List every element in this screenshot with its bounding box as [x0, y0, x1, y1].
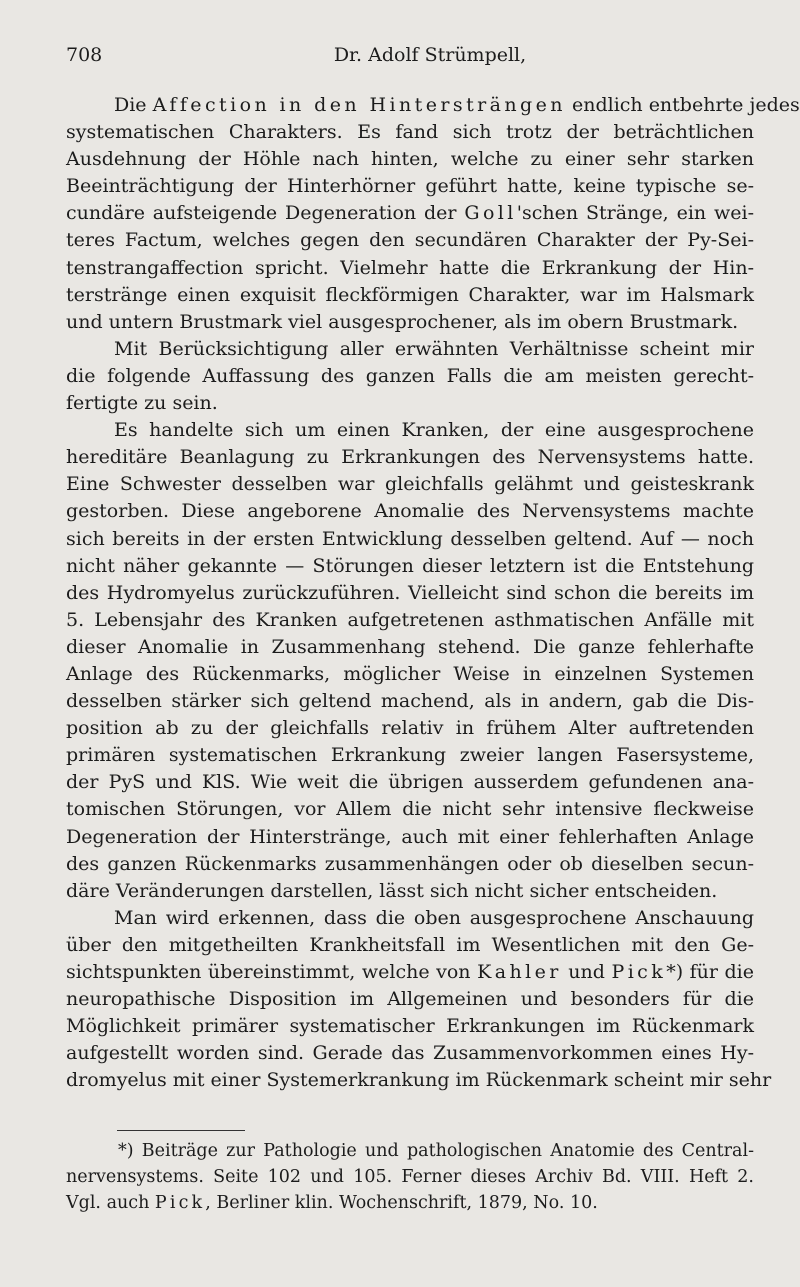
text-line: [66, 173, 754, 200]
text-run: cundäre aufsteigende Degeneration der: [66, 202, 465, 225]
text-line: [66, 200, 754, 227]
text-line: [66, 986, 754, 1013]
text-run: Degeneration der Hinterstränge, auch mit einer fehlerhaften Anlage: [66, 825, 754, 848]
text-line: [66, 824, 754, 851]
text-run: Ausdehnung der Höhle nach hinten, welche zu einer sehr starken: [66, 148, 754, 171]
text-run: Möglichkeit primärer systematischer Erkrankungen im Rückenmark: [66, 1015, 754, 1038]
text-run: nicht näher gekannte — Störungen dieser letztern ist die Entstehung: [66, 554, 754, 577]
text-line: [66, 851, 754, 878]
text-line: [66, 769, 754, 796]
text-run: und: [561, 961, 612, 983]
text-run: des Hydromyelus zurückzuführen. Vielleicht sind schon die bereits im: [66, 581, 754, 604]
text-line: [66, 742, 754, 769]
text-line: [66, 959, 754, 986]
text-run: Anlage des Rückenmarks, möglicher Weise in einzelnen Systemen: [66, 662, 754, 685]
footnote: [66, 1138, 754, 1216]
text-line: [66, 526, 754, 553]
text-run: Eine Schwester desselben war gleichfalls gelähmt und geisteskrank: [66, 473, 754, 496]
text-run: über den mitgetheilten Krankheitsfall im Wesentlichen mit den Ge-: [66, 933, 754, 956]
text-line: [66, 932, 754, 959]
text-run: systematischen Charakters. Es fand sich trotz der beträchtlichen: [66, 121, 754, 144]
text-run: sichtspunkten übereinstimmt, welche von: [66, 961, 478, 983]
text-run: Mit Berücksichtigung aller erwähnten Verhältnisse scheint mir: [114, 337, 754, 360]
text-line: [66, 417, 754, 444]
text-line: [66, 1040, 754, 1067]
spaced-name: Kahler: [477, 961, 562, 983]
text-run: endlich entbehrte jedes: [565, 94, 800, 116]
text-run: terstränge einen exquisit fleckförmigen Charakter, war im Halsmark: [66, 283, 754, 306]
text-run: primären systematischen Erkrankung zweier langen Fasersysteme,: [66, 744, 754, 767]
text-run: nervensystems. Seite 102 und 105. Ferner dieses Archiv Bd. VIII. Heft 2.: [66, 1167, 754, 1187]
spaced-name: Goll: [464, 202, 517, 225]
text-line: [66, 255, 754, 282]
text-line: [66, 580, 754, 607]
text-run: fertigte zu sein.: [66, 392, 218, 415]
text-run: position ab zu der gleichfalls relativ in frühem Alter auftretenden: [66, 717, 754, 740]
spaced-name: Affection in den Hintersträngen: [152, 94, 566, 116]
text-run: Beeinträchtigung der Hinterhörner geführt hatte, keine typische se-: [66, 175, 754, 198]
running-head: Dr. Adolf Strümpell,: [333, 44, 527, 66]
footnote-divider: [117, 1130, 245, 1131]
page-number: 708: [66, 44, 103, 66]
text-run: neuropathische Disposition im Allgemeinen und besonders für die: [66, 988, 754, 1011]
text-line: [66, 634, 754, 661]
text-run: Die: [114, 94, 153, 116]
text-run: aufgestellt worden sind. Gerade das Zusammenvorkommen eines Hy-: [66, 1042, 754, 1065]
text-run: tomischen Störungen, vor Allem die nicht sehr intensive fleckweise: [66, 798, 754, 821]
text-line: [66, 498, 754, 525]
text-line: [66, 688, 754, 715]
text-run: 'schen Stränge, ein wei-: [516, 202, 754, 225]
text-line: [66, 309, 754, 336]
text-run: der PyS und KlS. Wie weit die übrigen ausserdem gefundenen ana-: [66, 771, 754, 794]
text-line: [66, 227, 754, 254]
text-run: hereditäre Beanlagung zu Erkrankungen des Nervensystems hatte.: [66, 446, 754, 469]
page-header: [66, 44, 754, 76]
text-run: däre Veränderungen darstellen, lässt sich nicht sicher entscheiden.: [66, 879, 718, 902]
text-line: [66, 119, 754, 146]
text-run: Man wird erkennen, dass die oben ausgesprochene Anschauung: [114, 906, 754, 929]
body-text: [66, 92, 800, 1094]
text-line: [66, 878, 754, 905]
text-run: tenstrangaffection spricht. Vielmehr hatte die Erkrankung der Hin-: [66, 256, 754, 279]
text-line: [66, 1164, 754, 1190]
text-line: [66, 390, 754, 417]
text-run: desselben stärker sich geltend machend, als in andern, gab die Dis-: [66, 690, 754, 713]
text-run: 5. Lebensjahr des Kranken aufgetretenen asthmatischen Anfälle mit: [66, 608, 754, 631]
text-run: *) für die: [666, 961, 755, 983]
text-line: [66, 1067, 772, 1094]
text-run: des ganzen Rückenmarks zusammenhängen oder ob dieselben secun-: [66, 852, 754, 875]
text-run: , Berliner klin. Wochenschrift, 1879, No. 10.: [205, 1193, 598, 1213]
text-line: [66, 1138, 754, 1164]
text-run: sich bereits in der ersten Entwicklung desselben geltend. Auf — noch: [66, 527, 754, 550]
text-run: dieser Anomalie in Zusammenhang stehend. Die ganze fehlerhafte: [66, 635, 754, 658]
text-line: [66, 905, 754, 932]
spaced-name: Pick: [154, 1193, 206, 1213]
text-run: *) Beiträge zur Pathologie und pathologischen Anatomie des Central-: [118, 1141, 754, 1161]
spaced-name: Pick: [611, 961, 667, 983]
text-line: [66, 336, 754, 363]
text-line: [66, 282, 754, 309]
text-line: [66, 796, 754, 823]
text-line: [66, 661, 754, 688]
text-line: [66, 715, 754, 742]
text-line: [66, 363, 754, 390]
text-line: [66, 553, 754, 580]
text-line: [66, 146, 754, 173]
text-run: die folgende Auffassung des ganzen Falls die am meisten gerecht-: [66, 364, 754, 387]
text-line: [66, 471, 754, 498]
text-run: Es handelte sich um einen Kranken, der eine ausgesprochene: [114, 419, 754, 442]
text-line: [66, 92, 800, 119]
text-run: teres Factum, welches gegen den secundären Charakter der Py-Sei-: [66, 229, 754, 252]
text-line: [66, 444, 754, 471]
text-line: [66, 1190, 754, 1216]
text-run: Vgl. auch: [66, 1193, 155, 1213]
text-line: [66, 1013, 754, 1040]
text-run: und untern Brustmark viel ausgesprochener, als im obern Brustmark.: [66, 310, 739, 333]
text-run: gestorben. Diese angeborene Anomalie des Nervensystems machte: [66, 500, 754, 523]
text-line: [66, 607, 754, 634]
text-run: dromyelus mit einer Systemerkrankung im Rückenmark scheint mir sehr: [66, 1069, 772, 1092]
